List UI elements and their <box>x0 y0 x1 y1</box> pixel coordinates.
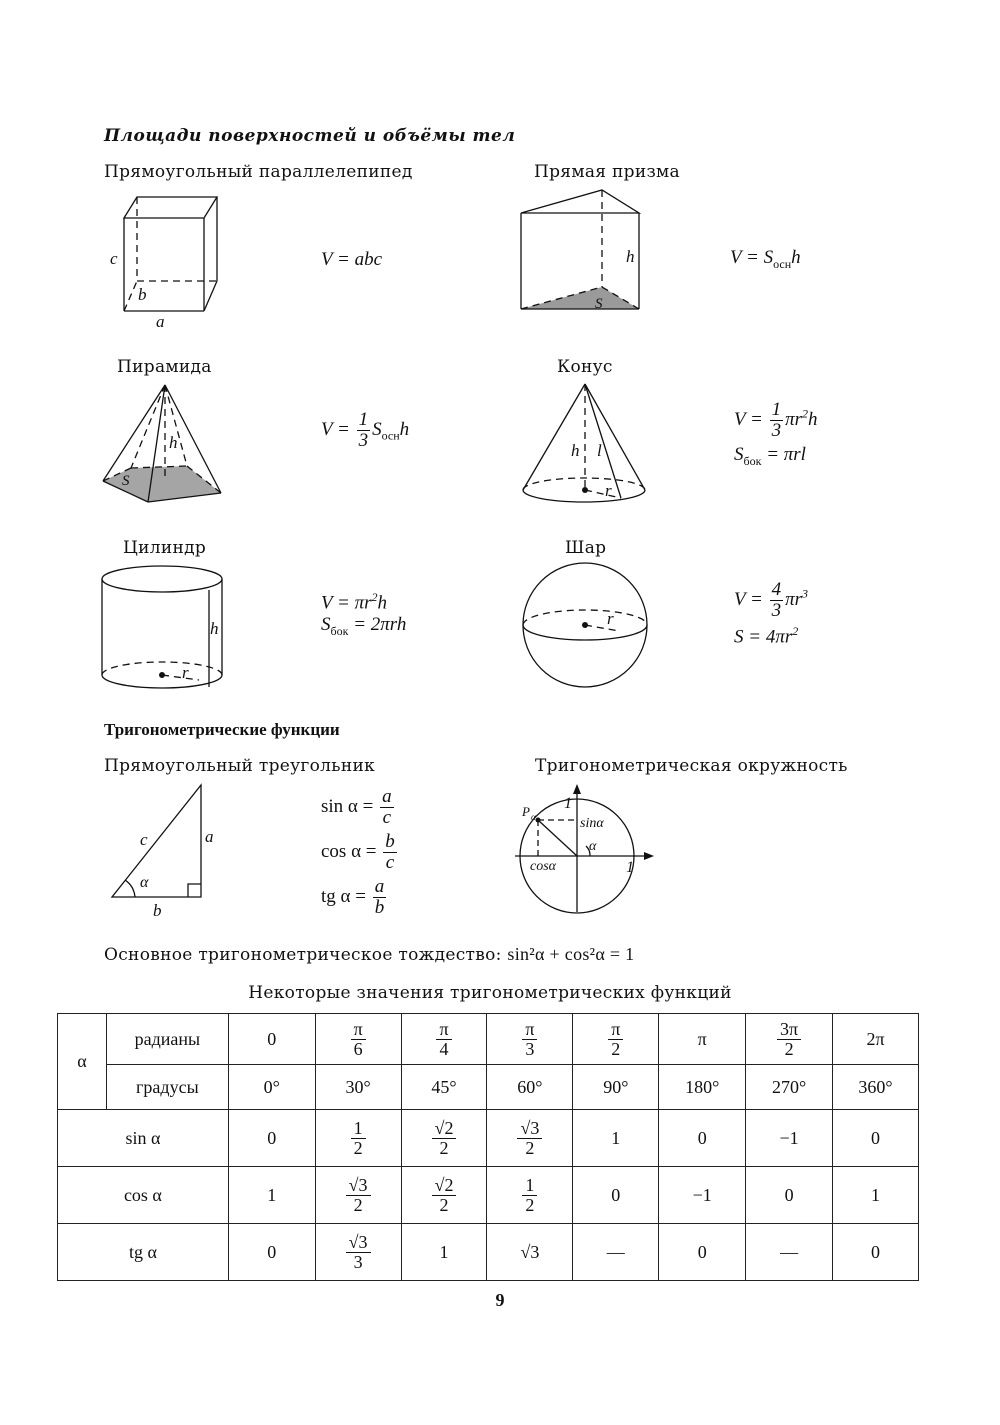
fraction-denominator: 4 <box>439 1038 449 1059</box>
section-title-volumes: Площади поверхностей и объёмы тел <box>104 126 516 146</box>
box-c-label: c <box>110 249 118 268</box>
sphere-label: Шар <box>565 538 607 558</box>
degrees-cell: 45° <box>401 1065 487 1110</box>
circle-p-label: P <box>522 804 530 819</box>
cos-row-label: cos α <box>58 1167 229 1224</box>
cone-label: Конус <box>557 357 613 377</box>
cone-area-formula: $S_{бок} = \pi rl$ <box>734 444 806 468</box>
value-cell: −1 <box>659 1167 746 1224</box>
triangle-b-label: b <box>153 901 162 920</box>
prism-figure <box>515 185 650 315</box>
cone-figure <box>515 378 650 508</box>
fraction-numerator: π <box>351 1020 366 1040</box>
degrees-cell: 360° <box>833 1065 919 1110</box>
fraction-numerator: √3 <box>346 1176 371 1196</box>
value-cell: 0 <box>228 1110 315 1167</box>
alpha-header: α <box>58 1014 107 1110</box>
box-label: Прямоугольный параллелепипед <box>104 162 413 182</box>
value-cell: √3 <box>487 1224 573 1281</box>
cone-volume-formula: V = $\frac{1}{3}$ $\pi r^2h$ <box>734 399 818 441</box>
fraction-numerator: π <box>522 1020 537 1040</box>
fraction-numerator: 1 <box>351 1119 366 1139</box>
radians-row <box>58 1014 919 1065</box>
triangle-alpha-label: α <box>140 874 149 891</box>
cone-r-label: r <box>605 481 612 500</box>
value-cell: 1 <box>401 1224 487 1281</box>
fraction-numerator: √2 <box>432 1119 457 1139</box>
degrees-cell: 30° <box>315 1065 401 1110</box>
tg-row <box>58 1224 919 1281</box>
prism-formula: $V = S_{осн}h$ <box>730 247 801 271</box>
radians-cell <box>401 1014 487 1065</box>
fraction <box>608 1020 623 1059</box>
sphere-figure <box>515 560 655 695</box>
fraction <box>436 1020 451 1059</box>
circle-cos-label: cosα <box>530 859 557 874</box>
identity-text: Основное тригонометрическое тождество: sin²α + cos²α = 1 <box>104 944 635 965</box>
value-cell: 0 <box>746 1167 833 1224</box>
degrees-label: градусы <box>106 1065 228 1110</box>
fraction-denominator: 3 <box>353 1251 363 1272</box>
radians-cell <box>573 1014 659 1065</box>
box-formula: V = abc <box>321 249 383 270</box>
value-cell: — <box>746 1224 833 1281</box>
cone-h-label: h <box>571 441 580 460</box>
cylinder-r-label: r <box>182 663 189 682</box>
trig-circle-figure <box>510 780 660 920</box>
cylinder-volume-formula: $V = \pi r^2h$ <box>321 590 387 614</box>
value-cell <box>315 1224 401 1281</box>
degrees-cell: 180° <box>659 1065 746 1110</box>
value-cell <box>315 1110 401 1167</box>
fraction-denominator: 2 <box>525 1194 535 1215</box>
fraction-numerator: 1 <box>522 1176 537 1196</box>
value-cell: 0 <box>573 1167 659 1224</box>
cos-formula: cos α = $\frac{b}{c}$ <box>321 831 395 873</box>
circle-alpha-label: α <box>589 839 597 854</box>
trig-values-table <box>57 1013 919 1281</box>
box-a-label: a <box>156 312 165 331</box>
tg-formula: tg α = $\frac{a}{b}$ <box>321 876 385 918</box>
circle-p-sub-label: α <box>531 812 536 822</box>
circle-sin-label: sinα <box>580 816 604 831</box>
cos-row <box>58 1167 919 1224</box>
value-cell <box>315 1167 401 1224</box>
radians-cell: 2π <box>833 1014 919 1065</box>
value-cell <box>401 1110 487 1167</box>
value-cell: −1 <box>746 1110 833 1167</box>
sin-formula: sin α = $\frac{a}{c}$ <box>321 786 392 828</box>
triangle-a-label: a <box>205 827 214 846</box>
pyramid-figure <box>100 380 230 510</box>
tg-row-label: tg α <box>58 1224 229 1281</box>
fraction-denominator: 2 <box>439 1137 449 1158</box>
value-cell: 0 <box>659 1224 746 1281</box>
value-cell <box>401 1167 487 1224</box>
radians-cell <box>487 1014 573 1065</box>
fraction-numerator: π <box>608 1020 623 1040</box>
degrees-cell: 60° <box>487 1065 573 1110</box>
fraction-denominator: 2 <box>525 1137 535 1158</box>
circle-one-right-label: 1 <box>626 859 634 876</box>
degrees-row <box>58 1065 919 1110</box>
value-cell: 1 <box>833 1167 919 1224</box>
prism-label: Прямая призма <box>534 162 680 182</box>
fraction-denominator: 2 <box>439 1194 449 1215</box>
fraction-numerator: √3 <box>517 1119 542 1139</box>
sin-row-label: sin α <box>58 1110 229 1167</box>
value-cell: 0 <box>833 1110 919 1167</box>
sin-row <box>58 1110 919 1167</box>
fraction <box>517 1119 542 1158</box>
fraction <box>346 1176 371 1215</box>
fraction <box>522 1176 537 1215</box>
value-cell: 0 <box>228 1224 315 1281</box>
cone-l-label: l <box>597 441 602 460</box>
prism-s-label: S <box>595 296 603 312</box>
pyramid-label: Пирамида <box>117 357 212 377</box>
triangle-figure <box>105 780 220 920</box>
cylinder-area-formula: $S_{бок} = 2\pi rh$ <box>321 614 407 638</box>
cylinder-figure <box>100 562 230 692</box>
value-cell: 0 <box>659 1110 746 1167</box>
fraction-denominator: 2 <box>611 1038 621 1059</box>
fraction <box>777 1020 801 1059</box>
pyramid-h-label: h <box>169 433 178 452</box>
cylinder-h-label: h <box>210 619 219 638</box>
trig-circle-label: Тригонометрическая окружность <box>535 756 848 776</box>
value-cell: 1 <box>573 1110 659 1167</box>
sphere-volume-formula: V = $\frac{4}{3}$ $\pi r^3$ <box>734 579 809 621</box>
radians-cell: π <box>659 1014 746 1065</box>
sphere-r-label: r <box>607 609 614 628</box>
triangle-c-label: c <box>140 830 148 849</box>
box-figure <box>100 185 230 330</box>
value-cell: — <box>573 1224 659 1281</box>
fraction <box>346 1233 371 1272</box>
triangle-label: Прямоугольный треугольник <box>104 756 376 776</box>
table-title: Некоторые значения тригонометрических функций <box>248 983 732 1003</box>
fraction-denominator: 2 <box>353 1137 363 1158</box>
degrees-cell: 270° <box>746 1065 833 1110</box>
radians-cell <box>315 1014 401 1065</box>
value-cell <box>487 1167 573 1224</box>
fraction <box>522 1020 537 1059</box>
fraction-numerator: √2 <box>432 1176 457 1196</box>
section-title-trig: Тригонометрические функции <box>104 720 340 739</box>
box-b-label: b <box>138 285 147 304</box>
radians-label: радианы <box>106 1014 228 1065</box>
degrees-cell: 90° <box>573 1065 659 1110</box>
fraction <box>432 1119 457 1158</box>
prism-h-label: h <box>626 247 635 266</box>
fraction-denominator: 2 <box>784 1038 794 1059</box>
fraction-numerator: π <box>436 1020 451 1040</box>
fraction-denominator: 3 <box>525 1038 535 1059</box>
pyramid-formula: V = $\frac{1}{3}$ $S_{осн}h$ <box>321 409 410 451</box>
radians-cell: 0 <box>228 1014 315 1065</box>
cylinder-label: Цилиндр <box>123 538 207 558</box>
fraction-numerator: 3π <box>777 1020 801 1040</box>
fraction-denominator: 6 <box>353 1038 363 1059</box>
value-cell: 0 <box>833 1224 919 1281</box>
value-cell: 1 <box>228 1167 315 1224</box>
pyramid-s-label: S <box>122 473 130 489</box>
value-cell <box>487 1110 573 1167</box>
degrees-cell: 0° <box>228 1065 315 1110</box>
page-number: 9 <box>495 1290 505 1310</box>
fraction-denominator: 2 <box>353 1194 363 1215</box>
fraction <box>351 1020 366 1059</box>
radians-cell <box>746 1014 833 1065</box>
sphere-area-formula: $S = 4\pi r^2$ <box>734 624 799 648</box>
fraction <box>432 1176 457 1215</box>
fraction-numerator: √3 <box>346 1233 371 1253</box>
circle-one-top-label: 1 <box>564 795 572 812</box>
fraction <box>351 1119 366 1158</box>
